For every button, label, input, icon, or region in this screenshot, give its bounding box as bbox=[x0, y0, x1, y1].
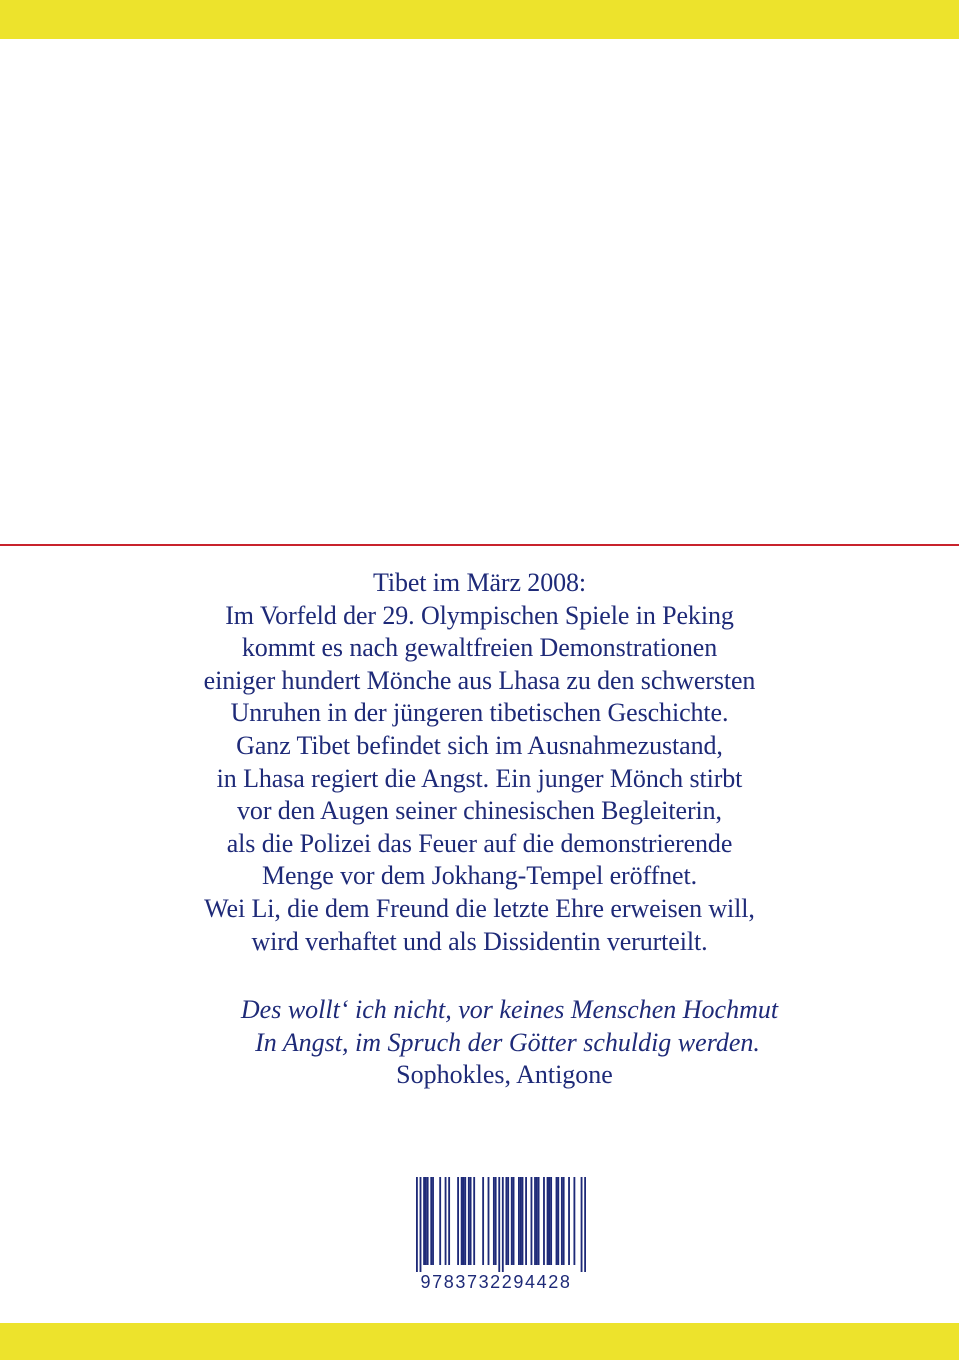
barcode-bar bbox=[584, 1177, 586, 1272]
barcode-bar bbox=[420, 1177, 422, 1272]
blurb-line: Wei Li, die dem Freund die letzte Ehre erweisen will, bbox=[204, 893, 755, 923]
barcode-bar bbox=[548, 1177, 550, 1265]
barcode-bar bbox=[430, 1177, 432, 1265]
blurb-line: Ganz Tibet befindet sich im Ausnahmezustand, bbox=[236, 730, 723, 760]
barcode-bar bbox=[461, 1177, 463, 1265]
top-color-band bbox=[0, 0, 959, 39]
barcode-bar bbox=[495, 1177, 497, 1265]
barcode-bar bbox=[468, 1177, 470, 1265]
barcode-bar bbox=[416, 1177, 418, 1272]
blurb-line: Menge vor dem Jokhang-Tempel eröffnet. bbox=[261, 861, 698, 891]
barcode-bar bbox=[473, 1177, 475, 1265]
barcode-bar bbox=[423, 1177, 425, 1265]
blurb-line: kommt es nach gewaltfreien Demonstrationen bbox=[241, 633, 718, 663]
barcode-bar bbox=[488, 1177, 490, 1265]
barcode-bar bbox=[427, 1177, 429, 1265]
barcode-bar bbox=[573, 1177, 575, 1265]
barcode-bar bbox=[561, 1177, 563, 1265]
barcode-bar bbox=[538, 1177, 540, 1265]
barcode-bar bbox=[457, 1177, 459, 1265]
barcode-bar bbox=[557, 1177, 559, 1265]
barcode-bar bbox=[520, 1177, 522, 1265]
barcode-bar bbox=[513, 1177, 515, 1265]
barcode-bar bbox=[498, 1177, 500, 1272]
isbn-barcode bbox=[406, 1177, 586, 1297]
red-divider-line bbox=[0, 544, 959, 546]
blurb-line: Tibet im März 2008: bbox=[372, 568, 587, 597]
barcode-bar bbox=[425, 1177, 427, 1265]
barcode-bar bbox=[536, 1177, 538, 1265]
barcode-bar bbox=[525, 1177, 527, 1265]
blurb-line: in Lhasa regiert die Angst. Ein junger Mönch stirbt bbox=[216, 763, 743, 793]
barcode-number: 9783732294428 bbox=[420, 1272, 572, 1292]
blurb-line: als die Polizei das Feuer auf die demonstrierende bbox=[226, 828, 733, 858]
epigraph-line-1: Des wollt‘ ich nicht, vor keines Menschen Hochmut bbox=[240, 995, 779, 1024]
barcode-bar bbox=[464, 1177, 466, 1265]
barcode-bar bbox=[463, 1177, 465, 1265]
barcode-bar bbox=[505, 1177, 507, 1265]
barcode-bar bbox=[493, 1177, 495, 1265]
barcode-bar bbox=[568, 1177, 570, 1265]
epigraph-line-2: In Angst, im Spruch der Götter schuldig werden. bbox=[255, 1027, 760, 1057]
barcode-bar bbox=[522, 1177, 524, 1265]
epigraph-attribution: Sophokles, Antigone bbox=[396, 1060, 613, 1090]
barcode-bar bbox=[581, 1177, 583, 1272]
blurb-line: vor den Augen seiner chinesischen Begleiterin, bbox=[237, 796, 722, 826]
blurb-line: Im Vorfeld der 29. Olympischen Spiele in Peking bbox=[225, 600, 734, 630]
barcode-bar bbox=[445, 1177, 447, 1265]
barcode-bar bbox=[439, 1177, 441, 1265]
barcode-bar bbox=[448, 1177, 450, 1265]
blurb-line: einiger hundert Mönche aus Lhasa zu den schwersten bbox=[203, 665, 756, 695]
barcode-bar bbox=[470, 1177, 472, 1265]
barcode-bar bbox=[556, 1177, 558, 1265]
barcode-bar bbox=[563, 1177, 565, 1265]
blurb-text bbox=[0, 567, 959, 958]
blurb-line: wird verhaftet und als Dissidentin verurteilt. bbox=[251, 926, 708, 956]
barcode-bar bbox=[550, 1177, 552, 1265]
epigraph bbox=[0, 994, 959, 1092]
barcode-bar bbox=[511, 1177, 513, 1265]
barcode-bars bbox=[406, 1177, 586, 1272]
barcode-bar bbox=[432, 1177, 434, 1265]
barcode-bar bbox=[507, 1177, 509, 1265]
barcode-bar bbox=[534, 1177, 536, 1265]
barcode-bar bbox=[543, 1177, 545, 1265]
barcode-bar bbox=[482, 1177, 484, 1265]
barcode-bar bbox=[518, 1177, 520, 1265]
barcode-bar bbox=[531, 1177, 533, 1265]
bottom-color-band bbox=[0, 1323, 959, 1360]
barcode-bar bbox=[547, 1177, 549, 1265]
barcode-bar bbox=[502, 1177, 504, 1272]
blurb-line: Unruhen in der jüngeren tibetischen Geschichte. bbox=[230, 698, 729, 728]
